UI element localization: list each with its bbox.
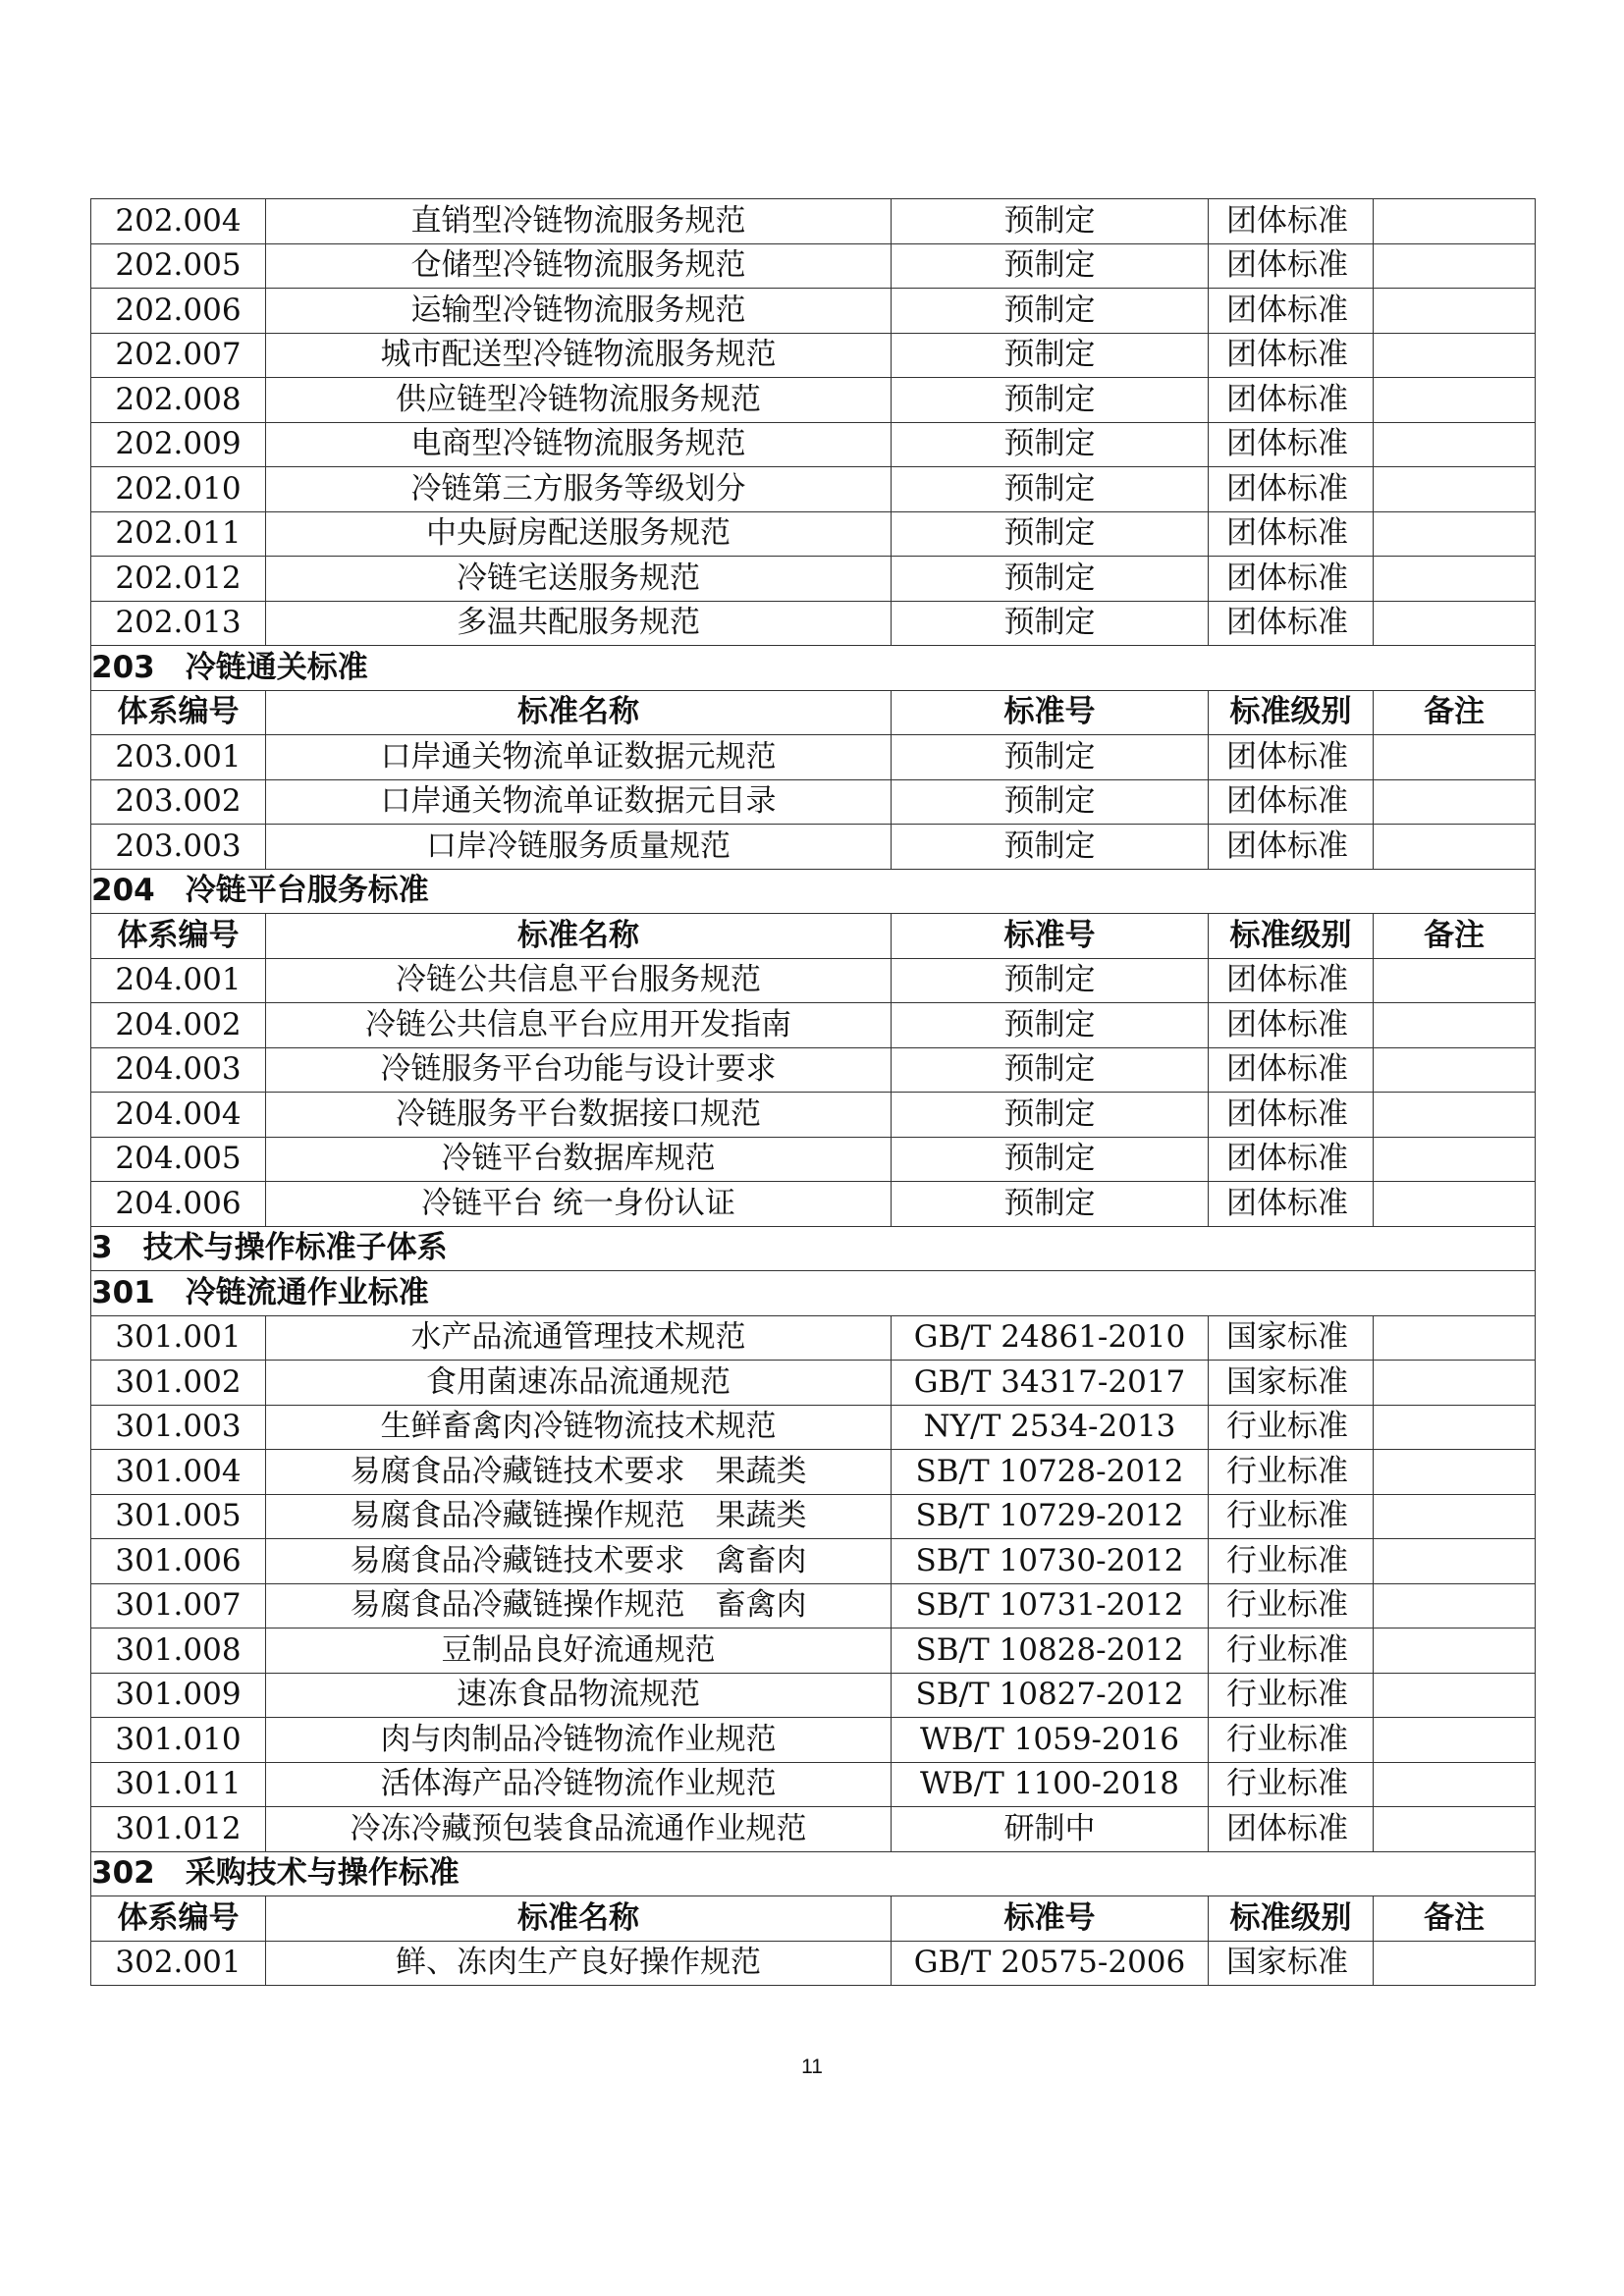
table-row [91,1361,1536,1406]
standard-name-cell: 易腐食品冷藏链技术要求 禽畜肉 [266,1539,892,1584]
standard-number-cell: GB/T 34317-2017 [892,1361,1209,1406]
standard-level-cell: 团体标准 [1209,1137,1374,1182]
table-row [91,378,1536,423]
standard-name-cell: 鲜、冻肉生产良好操作规范 [266,1941,892,1986]
remark-cell [1374,825,1536,870]
system-code-cell: 301.006 [91,1539,266,1584]
standard-level-cell: 团体标准 [1209,1093,1374,1138]
standard-number-cell: 预制定 [892,199,1209,244]
standard-level-cell: 行业标准 [1209,1494,1374,1539]
table-row [91,1807,1536,1852]
table-row [91,1450,1536,1495]
standard-level-cell: 团体标准 [1209,958,1374,1003]
standard-name-cell: 活体海产品冷链物流作业规范 [266,1762,892,1807]
standard-level-cell: 团体标准 [1209,601,1374,646]
column-header-level: 标准级别 [1209,1896,1374,1942]
column-header-name: 标准名称 [266,690,892,735]
table-row [91,1047,1536,1093]
system-code-cell: 203.001 [91,735,266,780]
standard-number-cell: SB/T 10731-2012 [892,1583,1209,1629]
standard-number-cell: 预制定 [892,1047,1209,1093]
system-code-cell: 301.012 [91,1807,266,1852]
system-code-cell: 301.010 [91,1718,266,1763]
standard-level-cell: 国家标准 [1209,1315,1374,1361]
remark-cell [1374,289,1536,334]
remark-cell [1374,1182,1536,1227]
remark-cell [1374,958,1536,1003]
system-code-cell: 202.010 [91,467,266,512]
standard-level-cell: 团体标准 [1209,467,1374,512]
table-row [91,1583,1536,1629]
section-heading: 204 冷链平台服务标准 [91,869,1536,914]
column-header-code: 体系编号 [91,690,266,735]
system-code-cell: 204.002 [91,1003,266,1048]
standard-level-cell: 行业标准 [1209,1583,1374,1629]
table-row [91,1182,1536,1227]
standard-number-cell: 预制定 [892,289,1209,334]
system-code-cell: 203.002 [91,779,266,825]
table-row [91,1941,1536,1986]
system-code-cell: 302.001 [91,1941,266,1986]
standard-number-cell: 预制定 [892,1182,1209,1227]
standard-number-cell: GB/T 24861-2010 [892,1315,1209,1361]
table-row [91,422,1536,467]
column-header-note: 备注 [1374,690,1536,735]
table-row [91,601,1536,646]
column-header-note: 备注 [1374,1896,1536,1942]
standard-name-cell: 口岸冷链服务质量规范 [266,825,892,870]
standard-number-cell: SB/T 10730-2012 [892,1539,1209,1584]
section-heading: 301 冷链流通作业标准 [91,1271,1536,1316]
standard-level-cell: 团体标准 [1209,1807,1374,1852]
standard-number-cell: 预制定 [892,1137,1209,1182]
column-header-code: 体系编号 [91,1896,266,1942]
remark-cell [1374,1941,1536,1986]
standard-level-cell: 行业标准 [1209,1450,1374,1495]
table-row [91,958,1536,1003]
standard-name-cell: 冷链宅送服务规范 [266,557,892,602]
section-heading-row [91,869,1536,914]
standard-name-cell: 食用菌速冻品流通规范 [266,1361,892,1406]
system-code-cell: 301.005 [91,1494,266,1539]
table-row [91,1003,1536,1048]
remark-cell [1374,1137,1536,1182]
standard-name-cell: 冷冻冷藏预包装食品流通作业规范 [266,1807,892,1852]
section-heading-row [91,1851,1536,1896]
standard-level-cell: 行业标准 [1209,1762,1374,1807]
table-row [91,1494,1536,1539]
system-code-cell: 301.004 [91,1450,266,1495]
remark-cell [1374,1629,1536,1674]
system-code-cell: 202.011 [91,511,266,557]
remark-cell [1374,199,1536,244]
table-row [91,511,1536,557]
standard-number-cell: 预制定 [892,735,1209,780]
standard-level-cell: 团体标准 [1209,333,1374,378]
remark-cell [1374,511,1536,557]
system-code-cell: 301.003 [91,1405,266,1450]
column-header-level: 标准级别 [1209,914,1374,959]
remark-cell [1374,735,1536,780]
system-code-cell: 301.011 [91,1762,266,1807]
standard-level-cell: 团体标准 [1209,779,1374,825]
remark-cell [1374,243,1536,289]
standard-name-cell: 冷链公共信息平台服务规范 [266,958,892,1003]
system-code-cell: 202.009 [91,422,266,467]
column-header-row [91,690,1536,735]
standard-level-cell: 团体标准 [1209,422,1374,467]
standard-level-cell: 团体标准 [1209,557,1374,602]
system-code-cell: 204.006 [91,1182,266,1227]
system-code-cell: 301.002 [91,1361,266,1406]
standard-name-cell: 冷链服务平台数据接口规范 [266,1093,892,1138]
remark-cell [1374,779,1536,825]
table-row [91,1405,1536,1450]
standard-number-cell: 预制定 [892,825,1209,870]
standards-table [90,198,1536,1986]
standard-number-cell: 预制定 [892,601,1209,646]
standard-number-cell: SB/T 10729-2012 [892,1494,1209,1539]
standard-number-cell: 预制定 [892,467,1209,512]
system-code-cell: 202.004 [91,199,266,244]
table-row [91,243,1536,289]
standard-number-cell: 预制定 [892,422,1209,467]
remark-cell [1374,1315,1536,1361]
standard-name-cell: 易腐食品冷藏链操作规范 畜禽肉 [266,1583,892,1629]
standard-number-cell: 预制定 [892,243,1209,289]
standard-name-cell: 易腐食品冷藏链技术要求 果蔬类 [266,1450,892,1495]
remark-cell [1374,1405,1536,1450]
standard-number-cell: 预制定 [892,1003,1209,1048]
standard-number-cell: 预制定 [892,779,1209,825]
standard-level-cell: 团体标准 [1209,1003,1374,1048]
system-code-cell: 301.001 [91,1315,266,1361]
table-row [91,289,1536,334]
remark-cell [1374,378,1536,423]
table-row [91,1673,1536,1718]
column-header-code: 体系编号 [91,914,266,959]
standard-name-cell: 冷链平台 统一身份认证 [266,1182,892,1227]
system-code-cell: 204.005 [91,1137,266,1182]
standard-name-cell: 直销型冷链物流服务规范 [266,199,892,244]
standard-level-cell: 团体标准 [1209,1047,1374,1093]
remark-cell [1374,557,1536,602]
standard-number-cell: 预制定 [892,1093,1209,1138]
remark-cell [1374,1807,1536,1852]
column-header-std: 标准号 [892,914,1209,959]
standard-level-cell: 团体标准 [1209,243,1374,289]
standard-number-cell: 预制定 [892,958,1209,1003]
remark-cell [1374,601,1536,646]
standard-name-cell: 仓储型冷链物流服务规范 [266,243,892,289]
table-row [91,199,1536,244]
system-code-cell: 202.007 [91,333,266,378]
standard-number-cell: SB/T 10828-2012 [892,1629,1209,1674]
remark-cell [1374,422,1536,467]
remark-cell [1374,1494,1536,1539]
section-heading: 302 采购技术与操作标准 [91,1851,1536,1896]
remark-cell [1374,1673,1536,1718]
column-header-name: 标准名称 [266,914,892,959]
standard-name-cell: 生鲜畜禽肉冷链物流技术规范 [266,1405,892,1450]
standard-level-cell: 行业标准 [1209,1629,1374,1674]
system-code-cell: 301.008 [91,1629,266,1674]
standard-name-cell: 运输型冷链物流服务规范 [266,289,892,334]
standard-name-cell: 口岸通关物流单证数据元规范 [266,735,892,780]
table-row [91,735,1536,780]
table-row [91,1539,1536,1584]
remark-cell [1374,1093,1536,1138]
column-header-std: 标准号 [892,690,1209,735]
section-heading-row [91,1271,1536,1316]
column-header-row [91,914,1536,959]
system-code-cell: 301.009 [91,1673,266,1718]
standard-name-cell: 肉与肉制品冷链物流作业规范 [266,1718,892,1763]
standard-name-cell: 电商型冷链物流服务规范 [266,422,892,467]
column-header-note: 备注 [1374,914,1536,959]
remark-cell [1374,1361,1536,1406]
remark-cell [1374,1583,1536,1629]
standard-name-cell: 多温共配服务规范 [266,601,892,646]
remark-cell [1374,1762,1536,1807]
standard-number-cell: 预制定 [892,378,1209,423]
standard-number-cell: 研制中 [892,1807,1209,1852]
table-row [91,557,1536,602]
standard-level-cell: 国家标准 [1209,1941,1374,1986]
section-heading-row [91,646,1536,691]
standard-number-cell: WB/T 1100-2018 [892,1762,1209,1807]
table-row [91,1093,1536,1138]
table-row [91,1762,1536,1807]
standard-number-cell: SB/T 10728-2012 [892,1450,1209,1495]
remark-cell [1374,1047,1536,1093]
standard-name-cell: 冷链第三方服务等级划分 [266,467,892,512]
standard-name-cell: 速冻食品物流规范 [266,1673,892,1718]
standard-level-cell: 团体标准 [1209,289,1374,334]
remark-cell [1374,1539,1536,1584]
system-code-cell: 202.006 [91,289,266,334]
system-code-cell: 301.007 [91,1583,266,1629]
standard-name-cell: 中央厨房配送服务规范 [266,511,892,557]
standard-name-cell: 冷链平台数据库规范 [266,1137,892,1182]
standard-number-cell: WB/T 1059-2016 [892,1718,1209,1763]
standard-level-cell: 行业标准 [1209,1539,1374,1584]
standard-number-cell: SB/T 10827-2012 [892,1673,1209,1718]
section-heading: 203 冷链通关标准 [91,646,1536,691]
standard-number-cell: 预制定 [892,557,1209,602]
standard-level-cell: 团体标准 [1209,511,1374,557]
standard-number-cell: GB/T 20575-2006 [892,1941,1209,1986]
system-code-cell: 202.013 [91,601,266,646]
table-row [91,1137,1536,1182]
standard-level-cell: 团体标准 [1209,199,1374,244]
page-number: 11 [801,2056,823,2078]
section-heading: 3 技术与操作标准子体系 [91,1226,1536,1271]
standard-level-cell: 团体标准 [1209,735,1374,780]
section-heading-row [91,1226,1536,1271]
standard-name-cell: 城市配送型冷链物流服务规范 [266,333,892,378]
standard-name-cell: 易腐食品冷藏链操作规范 果蔬类 [266,1494,892,1539]
column-header-level: 标准级别 [1209,690,1374,735]
standard-number-cell: 预制定 [892,333,1209,378]
standard-level-cell: 行业标准 [1209,1405,1374,1450]
column-header-name: 标准名称 [266,1896,892,1942]
remark-cell [1374,1718,1536,1763]
standard-number-cell: 预制定 [892,511,1209,557]
standard-name-cell: 冷链服务平台功能与设计要求 [266,1047,892,1093]
standard-name-cell: 冷链公共信息平台应用开发指南 [266,1003,892,1048]
system-code-cell: 204.004 [91,1093,266,1138]
standard-level-cell: 国家标准 [1209,1361,1374,1406]
standard-name-cell: 供应链型冷链物流服务规范 [266,378,892,423]
table-row [91,333,1536,378]
system-code-cell: 202.012 [91,557,266,602]
system-code-cell: 204.003 [91,1047,266,1093]
column-header-std: 标准号 [892,1896,1209,1942]
standard-level-cell: 行业标准 [1209,1718,1374,1763]
standard-level-cell: 团体标准 [1209,825,1374,870]
table-row [91,467,1536,512]
system-code-cell: 204.001 [91,958,266,1003]
table-row [91,1718,1536,1763]
standard-number-cell: NY/T 2534-2013 [892,1405,1209,1450]
system-code-cell: 202.008 [91,378,266,423]
remark-cell [1374,1003,1536,1048]
standard-name-cell: 口岸通关物流单证数据元目录 [266,779,892,825]
table-row [91,825,1536,870]
table-row [91,1629,1536,1674]
standard-level-cell: 团体标准 [1209,378,1374,423]
standard-name-cell: 水产品流通管理技术规范 [266,1315,892,1361]
remark-cell [1374,333,1536,378]
standard-level-cell: 团体标准 [1209,1182,1374,1227]
system-code-cell: 202.005 [91,243,266,289]
remark-cell [1374,467,1536,512]
system-code-cell: 203.003 [91,825,266,870]
standard-level-cell: 行业标准 [1209,1673,1374,1718]
remark-cell [1374,1450,1536,1495]
standard-name-cell: 豆制品良好流通规范 [266,1629,892,1674]
table-row [91,1315,1536,1361]
table-row [91,779,1536,825]
column-header-row [91,1896,1536,1942]
